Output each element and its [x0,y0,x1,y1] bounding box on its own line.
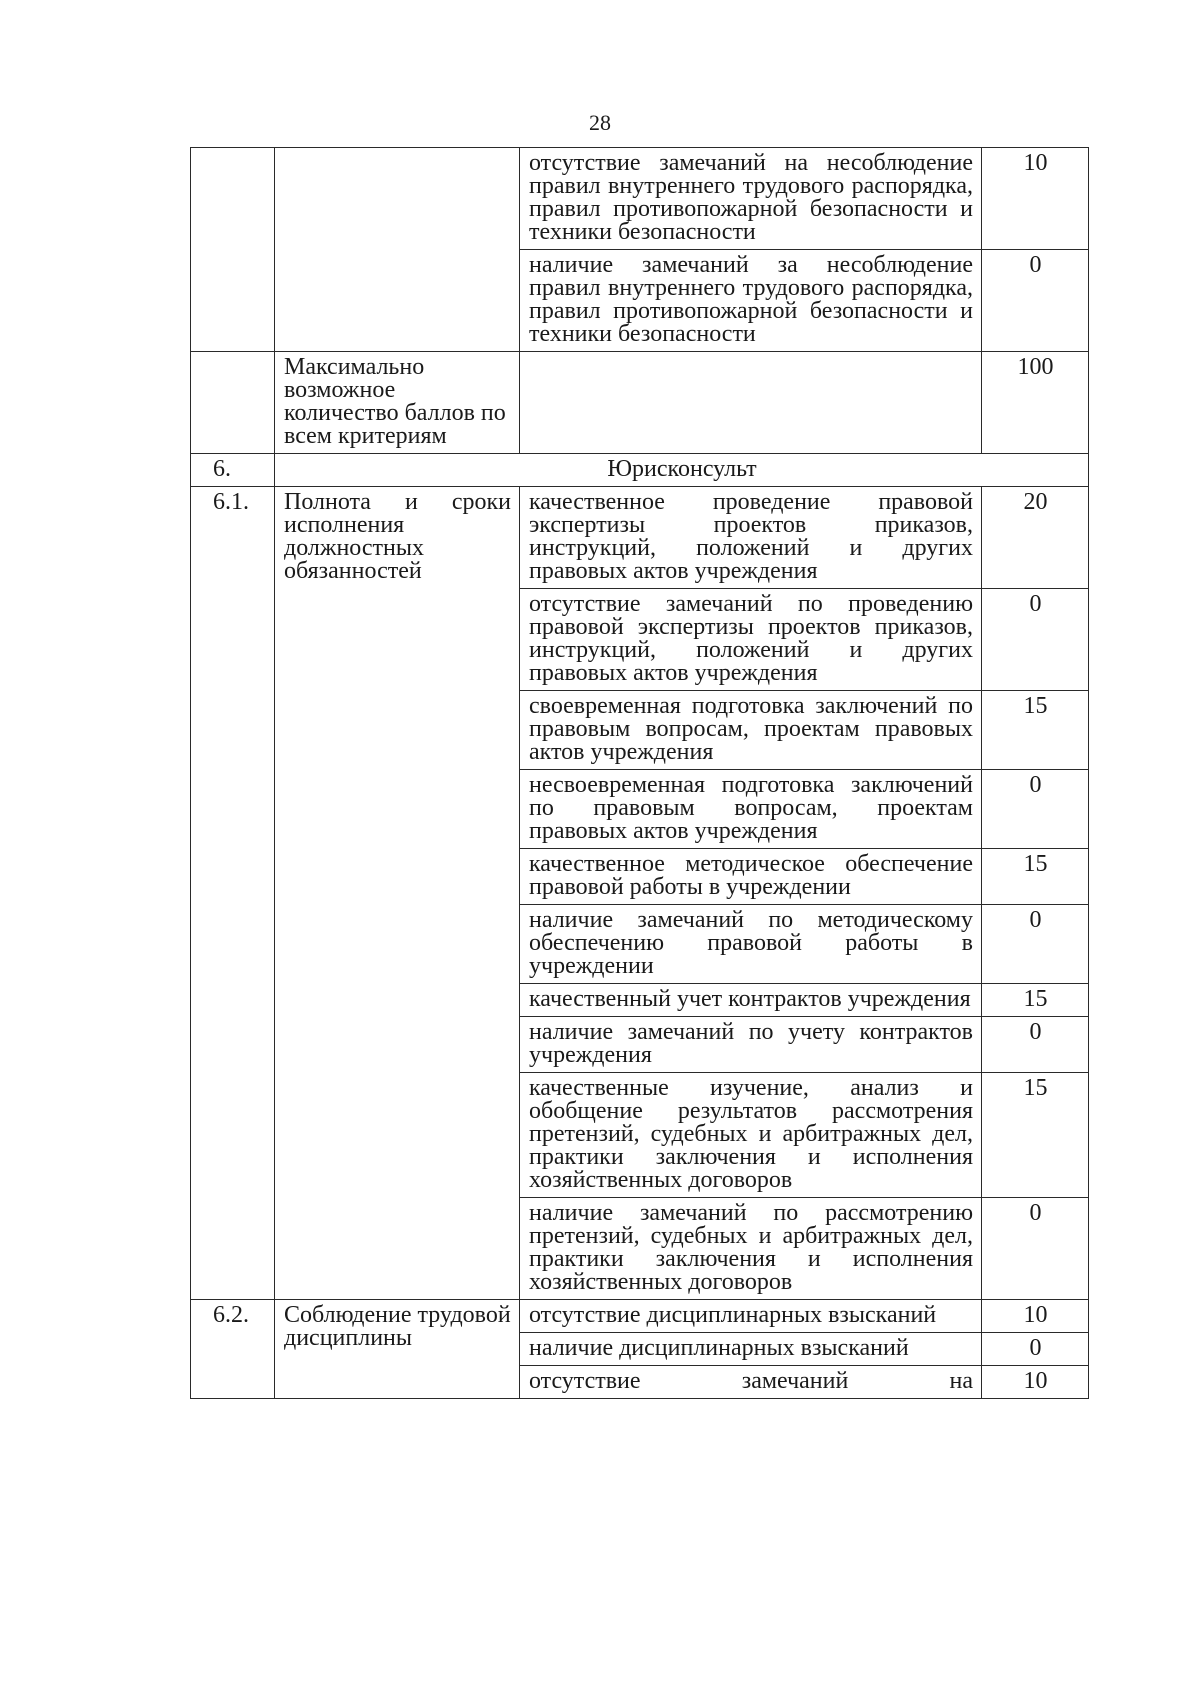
score-cell: 15 [982,691,1089,770]
section-header-row [191,454,1089,487]
score-cell: 10 [982,148,1089,250]
score-cell: 15 [982,984,1089,1017]
table-row [191,1300,1089,1333]
score-cell: 0 [982,1333,1089,1366]
score-cell: 0 [982,589,1089,691]
criterion-cell: отсутствие дисциплинарных взысканий [520,1300,982,1333]
item-number: 6.2. [191,1300,275,1399]
criterion-cell: качественное методическое обеспечение правовой работы в учреждении [520,849,982,905]
criterion-cell: своевременная подготовка заключений по правовым вопросам, проектам правовых актов учреждения [520,691,982,770]
criterion-cell: отсутствие замечаний на [520,1366,982,1399]
score-cell: 10 [982,1300,1089,1333]
section-title: Юрисконсульт [275,454,1089,487]
number-cell [191,352,275,454]
score-cell: 15 [982,1073,1089,1198]
score-cell: 0 [982,770,1089,849]
max-score-label: Максимально возможное количество баллов по всем критериям [275,352,520,454]
criterion-cell: отсутствие замечаний по проведению правовой экспертизы проектов приказов, инструкций, положений и других правовых актов учреждения [520,589,982,691]
criterion-cell: наличие замечаний за несоблюдение правил внутреннего трудового распорядка, правил противопожарной безопасности и техники безопасности [520,250,982,352]
criterion-cell: наличие замечаний по рассмотрению претензий, судебных и арбитражных дел, практики заключения и исполнения хозяйственных договоров [520,1198,982,1300]
criterion-cell: наличие дисциплинарных взысканий [520,1333,982,1366]
item-number: 6.1. [191,487,275,1300]
table-row [191,352,1089,454]
number-cell [191,148,275,352]
criteria-table [190,147,1089,1399]
score-cell: 0 [982,250,1089,352]
criterion-cell: отсутствие замечаний на несоблюдение правил внутреннего трудового распорядка, правил противопожарной безопасности и техники безопасности [520,148,982,250]
item-name: Соблюдение трудовой дисциплины [275,1300,520,1399]
criterion-cell: качественное проведение правовой экспертизы проектов приказов, инструкций, положений и других правовых актов учреждения [520,487,982,589]
score-cell: 15 [982,849,1089,905]
score-cell: 0 [982,1017,1089,1073]
item-name: Полнота и сроки исполнения должностных обязанностей [275,487,520,1300]
score-cell: 0 [982,905,1089,984]
page-number: 28 [589,110,611,135]
max-score-value: 100 [982,352,1089,454]
score-cell: 10 [982,1366,1089,1399]
criterion-cell: наличие замечаний по методическому обеспечению правовой работы в учреждении [520,905,982,984]
criterion-cell: несвоевременная подготовка заключений по правовым вопросам, проектам правовых актов учреждения [520,770,982,849]
table-row [191,148,1089,250]
criterion-cell [520,352,982,454]
criterion-cell: наличие замечаний по учету контрактов учреждения [520,1017,982,1073]
section-number: 6. [191,454,275,487]
score-cell: 0 [982,1198,1089,1300]
table-row [191,487,1089,589]
criterion-cell: качественный учет контрактов учреждения [520,984,982,1017]
criterion-cell: качественные изучение, анализ и обобщение результатов рассмотрения претензий, судебных и арбитражных дел, практики заключения и исполнения хозяйственных договоров [520,1073,982,1198]
indicator-cell [275,148,520,352]
score-cell: 20 [982,487,1089,589]
